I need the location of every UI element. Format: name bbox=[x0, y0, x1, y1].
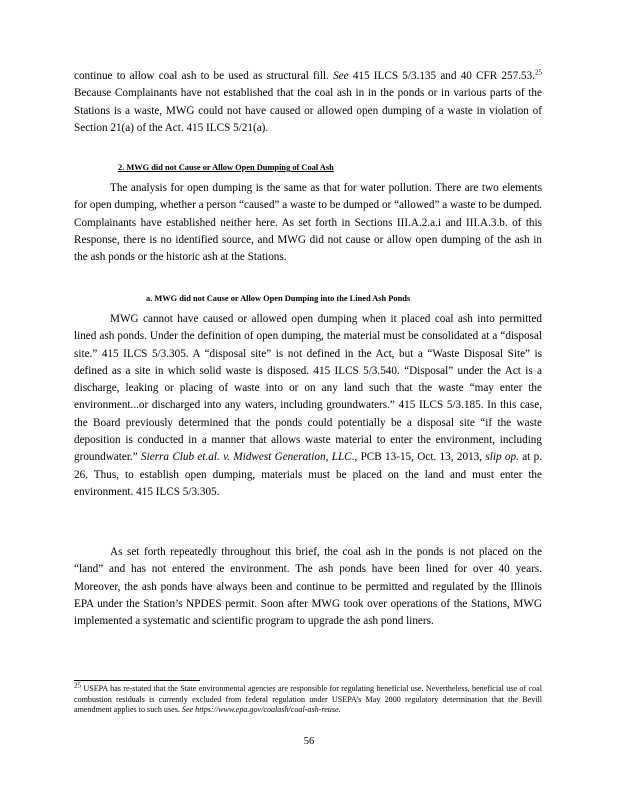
paragraph-text: at p. 26. Thus, to establish open dumping, materials must be placed on the land and must enter the environment. 415 ILCS 5/3.305. bbox=[74, 451, 543, 498]
paragraph-ash-ponds-lined: As set forth repeatedly throughout this brief, the coal ash in the ponds is not placed on the “land” and has not entered the environment. The ash ponds have been lined for over 40 years. Moreover, the ash ponds have always been and continue to be permitted and regulated by the Illinois EPA under the Station’s NPDES permit. Soon after MWG took over operations of the Stations, MWG implemented a systematic and scientific program to upgrade the ash pond liners. bbox=[74, 546, 542, 628]
citation-signal: See bbox=[181, 705, 194, 715]
footnote-divider bbox=[74, 680, 200, 681]
footnote-reference[interactable]: 25 bbox=[535, 68, 542, 77]
paragraph-text: ., PCB 13-15, Oct. 13, 2013, bbox=[351, 451, 486, 464]
section-heading-open-dumping: 2. MWG did not Cause or Allow Open Dumping of Coal Ash bbox=[118, 163, 334, 172]
footnote-25 bbox=[74, 681, 542, 716]
paragraph-text: MWG cannot have caused or allowed open dumping when it placed coal ash into permitted lined ash ponds. Under the definition of open dumping, the material must be consolidated at a “disposal site.” 415 ILCS 5/3.305. A “disposal site” is not defined in the Act, but a “Waste Disposal Site” is defined as a site in which solid waste is disposed. 415 ILCS 5/3.540. “Disposal” under the Act is a discharge, leaking or placing of waste into or on any land such that the waste “may enter the environment...or discharged into any waters, including groundwaters.” 415 ILCS 5/3.185. In this case, the Board previously determined that the ponds could potentially be a disposal site “if the waste deposition is conducted in a manner that allows waste material to enter the environment, including groundwater.” bbox=[74, 313, 542, 464]
paragraph-text: 415 ILCS 5/3.135 and 40 CFR 257.53. bbox=[348, 70, 535, 82]
paragraph-structural-fill bbox=[74, 68, 542, 137]
footnote-link[interactable]: https://www.epa.gov/coalash/coal-ash-reuse bbox=[195, 705, 339, 715]
page-number: 56 bbox=[303, 736, 315, 747]
citation-signal: See bbox=[333, 70, 349, 82]
subsection-heading-lined-ash-ponds: a. MWG did not Cause or Allow Open Dumping into the Lined Ash Ponds bbox=[146, 294, 411, 303]
paragraph-disposal-site bbox=[74, 311, 542, 501]
case-citation: Sierra Club et.al. v. Midwest Generation, LLC bbox=[141, 451, 352, 464]
footnote-marker: 25 bbox=[74, 681, 81, 690]
paragraph-text: continue to allow coal ash to be used as structural fill. bbox=[74, 70, 334, 82]
paragraph-text: Because Complainants have not established that the coal ash in in the ponds or in various parts of the Stations is a waste, MWG could not have caused or allowed open dumping of a waste in violation of Section 21(a) of the Act. 415 ILCS 5/21(a). bbox=[74, 87, 542, 134]
paragraph-open-dumping-analysis: The analysis for open dumping is the same as that for water pollution. There are two elements for open dumping, whether a person “caused” a waste to be dumped or “allowed” a waste to be dumped. Complainants have established neither here. As set forth in Sections III.A.2.a.i and III.A.3.b. of this Response, there is no identified source, and MWG did not cause or allow open dumping of the ash in the ash ponds or the historic ash at the Stations. bbox=[74, 182, 542, 264]
footnote-text: USEPA has re-stated that the State environmental agencies are responsible for regulating beneficial use. Nevertheless, beneficial use of coal combustion residuals is currently excluded from federal regulation under USEPA’s May 2000 regulatory determination that the Bevill amendment applies to such uses. bbox=[74, 684, 542, 715]
citation-signal: slip op. bbox=[485, 451, 519, 464]
footnote-text: . bbox=[338, 705, 341, 715]
